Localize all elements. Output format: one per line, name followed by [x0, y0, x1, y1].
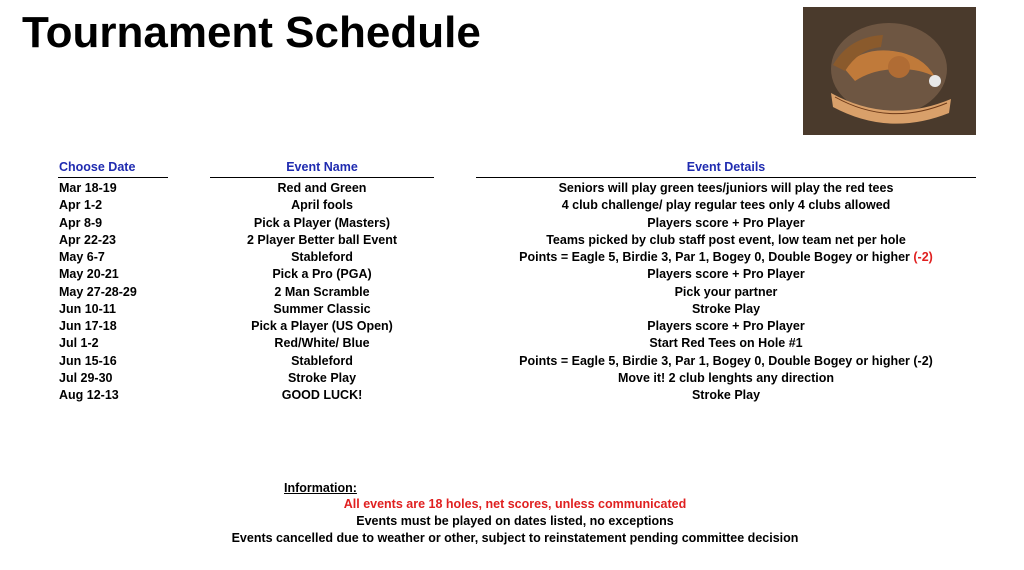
row-details: Stroke Play	[691, 388, 761, 402]
row-date: Jul 1-2	[59, 336, 99, 350]
header-event-name: Event Name	[286, 160, 358, 174]
table-row	[0, 181, 1024, 198]
table-row	[0, 216, 1024, 233]
header-event-details: Event Details	[686, 160, 766, 174]
club-logo	[803, 7, 976, 135]
row-details: Players score + Pro Player	[647, 319, 805, 333]
row-date: Jun 17-18	[59, 319, 117, 333]
row-details: Pick your partner	[674, 285, 778, 299]
row-details: Stroke Play	[691, 302, 761, 316]
table-row	[0, 336, 1024, 353]
row-details: Teams picked by club staff post event, low team net per hole	[546, 233, 906, 247]
page-title: Tournament Schedule	[22, 8, 481, 57]
row-event: 2 Man Scramble	[274, 285, 370, 299]
row-event: Red and Green	[277, 181, 367, 195]
information-heading: Information:	[284, 481, 357, 495]
table-row	[0, 302, 1024, 319]
row-details: Players score + Pro Player	[647, 216, 805, 230]
header-divider-details	[476, 177, 976, 178]
row-details: Points = Eagle 5, Birdie 3, Par 1, Bogey 0, Double Bogey or higher (-2)	[519, 354, 933, 368]
row-date: Apr 22-23	[59, 233, 116, 247]
row-event: Pick a Player (US Open)	[251, 319, 393, 333]
information-line-2: Events must be played on dates listed, no exceptions	[356, 514, 674, 528]
table-row	[0, 319, 1024, 336]
row-date: May 6-7	[59, 250, 105, 264]
red-penalty-note: (-2)	[913, 250, 933, 264]
logo-emblem	[803, 7, 976, 135]
row-event: 2 Player Better ball Event	[246, 233, 398, 247]
row-date: Mar 18-19	[59, 181, 117, 195]
information-line-1: All events are 18 holes, net scores, unless communicated	[343, 497, 687, 511]
table-row	[0, 388, 1024, 405]
header-choose-date: Choose Date	[59, 160, 136, 174]
row-details: Players score + Pro Player	[647, 267, 805, 281]
row-date: Jul 29-30	[59, 371, 113, 385]
row-details: Points = Eagle 5, Birdie 3, Par 1, Bogey 0, Double Bogey or higher (-2)	[519, 250, 933, 264]
row-details: Move it! 2 club lenghts any direction	[617, 371, 834, 385]
row-details: Start Red Tees on Hole #1	[649, 336, 803, 350]
row-event: Red/White/ Blue	[274, 336, 370, 350]
row-event: Stableford	[291, 250, 353, 264]
row-date: May 20-21	[59, 267, 119, 281]
table-row	[0, 354, 1024, 371]
table-row	[0, 371, 1024, 388]
row-details: Seniors will play green tees/juniors will play the red tees	[558, 181, 894, 195]
row-date: May 27-28-29	[59, 285, 137, 299]
row-event: Stroke Play	[287, 371, 357, 385]
information-line-3: Events cancelled due to weather or other, subject to reinstatement pending committee decision	[231, 531, 799, 545]
row-date: Apr 1-2	[59, 198, 103, 212]
row-details: 4 club challenge/ play regular tees only 4 clubs allowed	[561, 198, 891, 212]
row-event: Pick a Player (Masters)	[253, 216, 391, 230]
row-date: Jun 10-11	[59, 302, 116, 316]
row-event: April fools	[291, 198, 353, 212]
table-row	[0, 267, 1024, 284]
table-row	[0, 233, 1024, 250]
row-event: Summer Classic	[273, 302, 371, 316]
header-divider-event	[210, 177, 434, 178]
header-divider-date	[58, 177, 168, 178]
table-row	[0, 285, 1024, 302]
row-date: Aug 12-13	[59, 388, 119, 402]
row-date: Apr 8-9	[59, 216, 103, 230]
row-event: GOOD LUCK!	[281, 388, 363, 402]
row-event: Pick a Pro (PGA)	[272, 267, 372, 281]
table-row	[0, 250, 1024, 267]
table-row	[0, 198, 1024, 215]
row-date: Jun 15-16	[59, 354, 117, 368]
row-event: Stableford	[291, 354, 353, 368]
